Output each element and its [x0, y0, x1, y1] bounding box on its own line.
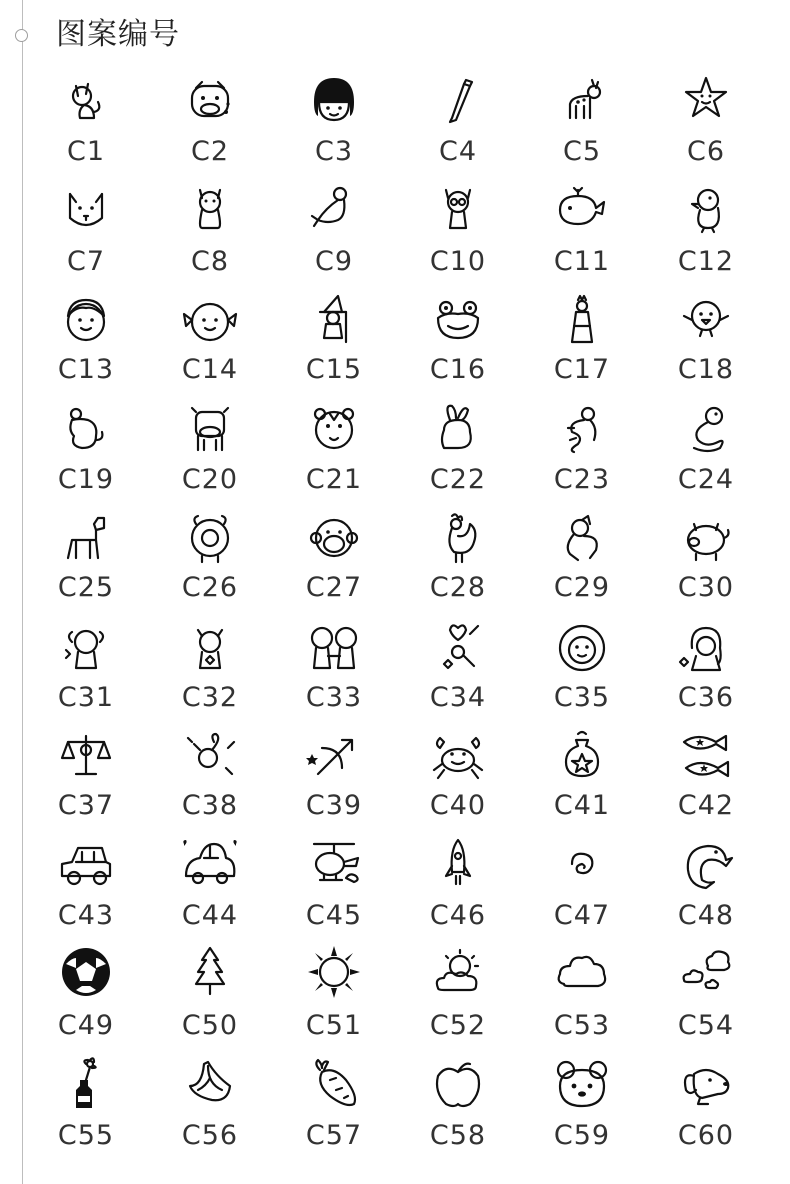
- dragon-icon: [554, 400, 610, 456]
- pattern-item-c20: [148, 400, 272, 510]
- pattern-item-c45: [272, 836, 396, 946]
- boy-face-icon: [58, 292, 114, 348]
- pattern-item-c41: [520, 728, 644, 838]
- pattern-item-c9: [272, 180, 396, 290]
- pattern-code-label: C36: [677, 682, 735, 713]
- pattern-code-label: C55: [57, 1120, 115, 1151]
- pattern-item-c35: [520, 620, 644, 730]
- pattern-code-label: C49: [57, 1010, 115, 1041]
- soccer-ball-icon: [58, 944, 114, 1000]
- carrot-icon: [306, 1056, 362, 1112]
- pattern-code-label: C5: [562, 136, 602, 167]
- pattern-item-c12: [644, 180, 768, 290]
- pattern-code-label: C45: [305, 900, 363, 931]
- pattern-code-label: C7: [66, 246, 106, 277]
- frog-icon: [430, 292, 486, 348]
- pattern-item-c37: [24, 728, 148, 838]
- pattern-item-c23: [520, 400, 644, 510]
- pattern-code-label: C54: [677, 1010, 735, 1041]
- princess-icon: [554, 292, 610, 348]
- star-face-icon: [678, 72, 734, 128]
- pattern-item-c47: [520, 836, 644, 946]
- pattern-item-c39: [272, 728, 396, 838]
- snake-icon: [678, 400, 734, 456]
- pattern-item-c53: [520, 944, 644, 1054]
- banana-icon: [182, 1056, 238, 1112]
- pattern-code-label: C18: [677, 354, 735, 385]
- pattern-item-c50: [148, 944, 272, 1054]
- virgo-icon: [678, 620, 734, 676]
- pattern-code-label: C16: [429, 354, 487, 385]
- pattern-code-label: C46: [429, 900, 487, 931]
- pattern-code-label: C12: [677, 246, 735, 277]
- rooster-icon: [430, 510, 486, 566]
- pattern-item-c59: [520, 1056, 644, 1166]
- pig-icon: [678, 510, 734, 566]
- pattern-item-c55: [24, 1056, 148, 1166]
- beetle-car-icon: [182, 836, 238, 892]
- pattern-code-label: C22: [429, 464, 487, 495]
- pattern-code-label: C42: [677, 790, 735, 821]
- sagittarius-icon: [306, 728, 362, 784]
- girl-face-icon: [306, 72, 362, 128]
- pattern-code-label: C56: [181, 1120, 239, 1151]
- pattern-code-label: C1: [66, 136, 106, 167]
- witch-icon: [306, 292, 362, 348]
- pattern-item-c8: [148, 180, 272, 290]
- apple-icon: [430, 1056, 486, 1112]
- pattern-code-label: C30: [677, 572, 735, 603]
- scorpio-icon: [182, 728, 238, 784]
- pattern-item-c22: [396, 400, 520, 510]
- pattern-code-label: C8: [190, 246, 230, 277]
- pattern-item-c40: [396, 728, 520, 838]
- pattern-code-label: C44: [181, 900, 239, 931]
- pattern-grid: [24, 0, 790, 1184]
- pattern-item-c17: [520, 292, 644, 402]
- gemini-icon: [306, 620, 362, 676]
- pattern-code-label: C43: [57, 900, 115, 931]
- pattern-item-c46: [396, 836, 520, 946]
- pattern-item-c19: [24, 400, 148, 510]
- pattern-item-c60: [644, 1056, 768, 1166]
- tiger-icon: [306, 400, 362, 456]
- pattern-code-label: C10: [429, 246, 487, 277]
- pattern-item-c11: [520, 180, 644, 290]
- giraffe-icon: [182, 72, 238, 128]
- pattern-code-label: C14: [181, 354, 239, 385]
- seal-icon: [306, 180, 362, 236]
- rat-icon: [58, 400, 114, 456]
- puppy-icon: [678, 1056, 734, 1112]
- section-title: 图案编号: [56, 17, 180, 52]
- pattern-code-label: C13: [57, 354, 115, 385]
- pattern-code-label: C17: [553, 354, 611, 385]
- pattern-item-c44: [148, 836, 272, 946]
- pattern-item-c4: [396, 72, 520, 182]
- sitting-cat-icon: [182, 180, 238, 236]
- pattern-code-label: C23: [553, 464, 611, 495]
- pattern-code-label: C58: [429, 1120, 487, 1151]
- lion-icon: [554, 620, 610, 676]
- pigtail-girl-icon: [182, 292, 238, 348]
- pattern-item-c13: [24, 292, 148, 402]
- pattern-code-label: C28: [429, 572, 487, 603]
- glasses-cat-icon: [430, 180, 486, 236]
- dog-icon: [554, 510, 610, 566]
- dolphin-icon: [678, 836, 734, 892]
- pattern-item-c15: [272, 292, 396, 402]
- cat-icon: [58, 72, 114, 128]
- aquarius-vase-icon: [554, 728, 610, 784]
- pattern-code-label: C39: [305, 790, 363, 821]
- sheep-icon: [182, 510, 238, 566]
- pattern-code-label: C48: [677, 900, 735, 931]
- pattern-item-c5: [520, 72, 644, 182]
- pattern-item-c31: [24, 620, 148, 730]
- pattern-code-label: C57: [305, 1120, 363, 1151]
- pattern-item-c25: [24, 510, 148, 620]
- pattern-item-c29: [520, 510, 644, 620]
- pattern-item-c27: [272, 510, 396, 620]
- pattern-code-label: C24: [677, 464, 735, 495]
- pattern-item-c51: [272, 944, 396, 1054]
- pattern-item-c33: [272, 620, 396, 730]
- pattern-code-label: C59: [553, 1120, 611, 1151]
- aries-icon: [58, 620, 114, 676]
- pine-tree-icon: [182, 944, 238, 1000]
- whale-icon: [554, 180, 610, 236]
- pattern-item-c34: [396, 620, 520, 730]
- pattern-code-label: C27: [305, 572, 363, 603]
- pattern-code-label: C2: [190, 136, 230, 167]
- pattern-code-label: C35: [553, 682, 611, 713]
- pattern-item-c42: [644, 728, 768, 838]
- pattern-item-c36: [644, 620, 768, 730]
- pisces-fish-icon: [678, 728, 734, 784]
- pattern-item-c58: [396, 1056, 520, 1166]
- pattern-item-c3: [272, 72, 396, 182]
- ox-icon: [182, 400, 238, 456]
- pencil-icon: [430, 72, 486, 128]
- pattern-item-c7: [24, 180, 148, 290]
- cloud-icon: [554, 944, 610, 1000]
- helicopter-icon: [306, 836, 362, 892]
- pattern-item-c32: [148, 620, 272, 730]
- pattern-code-label: C25: [57, 572, 115, 603]
- deer-icon: [554, 72, 610, 128]
- pattern-code-label: C32: [181, 682, 239, 713]
- car-icon: [58, 836, 114, 892]
- pattern-item-c14: [148, 292, 272, 402]
- pattern-item-c16: [396, 292, 520, 402]
- cancer-crab-icon: [430, 620, 486, 676]
- pattern-item-c2: [148, 72, 272, 182]
- clouds-icon: [678, 944, 734, 1000]
- pattern-code-label: C29: [553, 572, 611, 603]
- pattern-code-label: C33: [305, 682, 363, 713]
- bird-icon: [678, 292, 734, 348]
- pattern-code-label: C53: [553, 1010, 611, 1041]
- pattern-code-label: C6: [686, 136, 726, 167]
- pattern-item-c56: [148, 1056, 272, 1166]
- rabbit-icon: [430, 400, 486, 456]
- taurus-icon: [182, 620, 238, 676]
- pattern-item-c30: [644, 510, 768, 620]
- swirl-icon: [554, 836, 610, 892]
- rocket-icon: [430, 836, 486, 892]
- bear-face-icon: [554, 1056, 610, 1112]
- pattern-code-label: C41: [553, 790, 611, 821]
- pattern-item-c57: [272, 1056, 396, 1166]
- flower-vase-icon: [58, 1056, 114, 1112]
- pattern-code-label: C11: [553, 246, 611, 277]
- pattern-item-c54: [644, 944, 768, 1054]
- pattern-code-label: C15: [305, 354, 363, 385]
- pattern-code-label: C26: [181, 572, 239, 603]
- pattern-item-c26: [148, 510, 272, 620]
- pattern-item-c28: [396, 510, 520, 620]
- pattern-code-label: C38: [181, 790, 239, 821]
- monkey-icon: [306, 510, 362, 566]
- timeline-line: [22, 0, 23, 1184]
- pattern-code-label: C50: [181, 1010, 239, 1041]
- pattern-item-c6: [644, 72, 768, 182]
- pattern-item-c24: [644, 400, 768, 510]
- pattern-code-label: C19: [57, 464, 115, 495]
- sun-cloud-icon: [430, 944, 486, 1000]
- pattern-code-label: C60: [677, 1120, 735, 1151]
- pattern-code-label: C31: [57, 682, 115, 713]
- pattern-item-c43: [24, 836, 148, 946]
- pattern-code-label: C51: [305, 1010, 363, 1041]
- pattern-item-c38: [148, 728, 272, 838]
- pattern-code-label: C40: [429, 790, 487, 821]
- pattern-code-label: C20: [181, 464, 239, 495]
- libra-scales-icon: [58, 728, 114, 784]
- pattern-code-label: C21: [305, 464, 363, 495]
- pattern-item-c48: [644, 836, 768, 946]
- chick-icon: [678, 180, 734, 236]
- pattern-item-c18: [644, 292, 768, 402]
- pattern-code-label: C37: [57, 790, 115, 821]
- horse-icon: [58, 510, 114, 566]
- sun-icon: [306, 944, 362, 1000]
- crab-icon: [430, 728, 486, 784]
- pattern-item-c1: [24, 72, 148, 182]
- pattern-code-label: C3: [314, 136, 354, 167]
- pattern-code-label: C34: [429, 682, 487, 713]
- pattern-item-c10: [396, 180, 520, 290]
- pattern-code-label: C52: [429, 1010, 487, 1041]
- pattern-item-c49: [24, 944, 148, 1054]
- pattern-code-label: C47: [553, 900, 611, 931]
- pattern-code-label: C9: [314, 246, 354, 277]
- dog-face-icon: [58, 180, 114, 236]
- pattern-item-c52: [396, 944, 520, 1054]
- pattern-item-c21: [272, 400, 396, 510]
- pattern-code-label: C4: [438, 136, 478, 167]
